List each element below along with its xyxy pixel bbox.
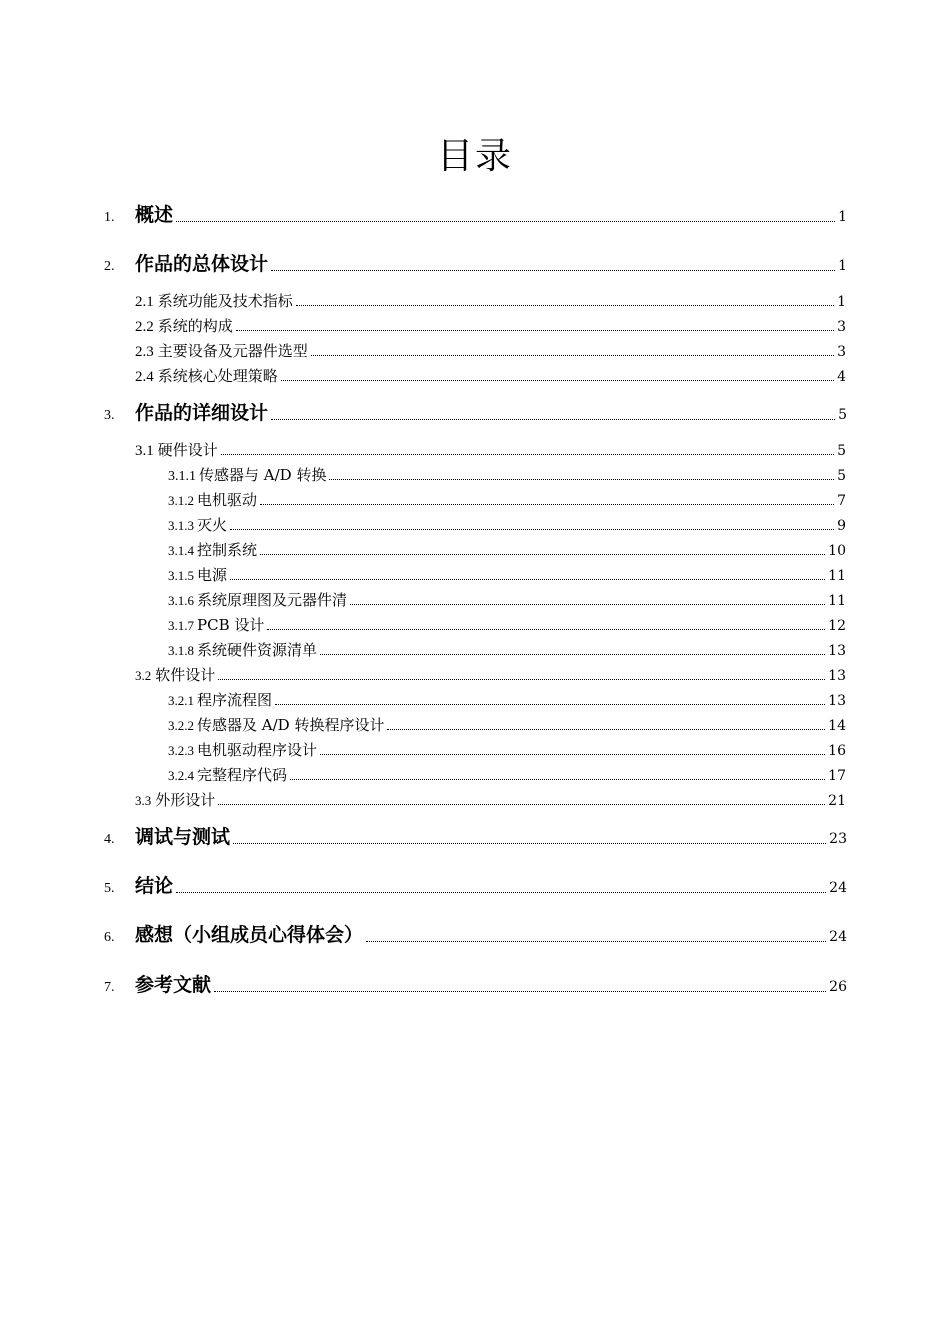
- toc-entry-3-1-6[interactable]: [168, 589, 846, 610]
- toc-entry-title: 系统功能及技术指标: [157, 292, 293, 310]
- toc-entry-title: 系统的构成: [157, 317, 233, 335]
- toc-entry-number: 3.1.7: [168, 618, 194, 633]
- dot-leader: [236, 329, 834, 331]
- toc-entry-number: 3.2.2: [168, 718, 194, 733]
- dot-leader: [296, 304, 834, 306]
- toc-entry-title: 控制系统: [197, 541, 258, 559]
- toc-entry-3-1-5[interactable]: [168, 564, 846, 585]
- toc-entry-3-2-3[interactable]: [168, 739, 846, 760]
- toc-entry-title: 感想（小组成员心得体会）: [135, 924, 364, 946]
- toc-entry-3-1-4[interactable]: [168, 539, 846, 560]
- toc-page-number: 21: [828, 793, 846, 809]
- toc-entry-number: 3.1.2: [168, 493, 194, 508]
- dot-leader: [218, 678, 825, 680]
- toc-page-number: 11: [828, 593, 846, 609]
- toc-entry-3-1-3[interactable]: [168, 514, 846, 535]
- toc-entry-title: 作品的详细设计: [135, 402, 269, 424]
- toc-entry-3-1-1[interactable]: [168, 464, 846, 485]
- dot-leader: [260, 553, 825, 555]
- toc-entry-number: 3.1: [135, 443, 154, 459]
- toc-entry-title: 程序流程图: [197, 691, 273, 709]
- toc-entry-number: 3.2.3: [168, 743, 194, 758]
- dot-leader: [366, 940, 826, 942]
- toc-page-number: 5: [837, 468, 846, 484]
- toc-entry-title: 主要设备及元器件选型: [157, 342, 308, 360]
- toc-entry-number: 3.1.8: [168, 643, 194, 658]
- toc-page-number: 7: [837, 493, 846, 509]
- toc-entry-number: 3.2: [135, 668, 152, 683]
- toc-page-number: 10: [828, 543, 846, 559]
- toc-page-number: 26: [829, 979, 847, 995]
- toc-entry-number: 3.1.1: [168, 469, 196, 484]
- toc-entry-number: 3.: [104, 408, 115, 423]
- toc-entry-number: 5.: [104, 881, 115, 896]
- toc-entry-title: 灭火: [197, 516, 228, 534]
- toc-entry-title: 概述: [135, 204, 174, 226]
- toc-page-number: 24: [829, 929, 847, 945]
- toc-entry-number: 2.3: [135, 344, 154, 360]
- toc-entry-2-4[interactable]: [135, 365, 846, 386]
- toc-entry-number: 3.3: [135, 793, 152, 808]
- toc-entry-number: 3.1.5: [168, 568, 194, 583]
- dot-leader: [320, 753, 825, 755]
- toc-entry-title: 结论: [135, 875, 174, 897]
- page-title: 目录: [436, 136, 513, 177]
- toc-page-number: 3: [837, 319, 846, 335]
- toc-page-number: 4: [837, 369, 846, 385]
- toc-entry-3-1[interactable]: [135, 439, 846, 460]
- toc-entry-title: 系统核心处理策略: [157, 367, 278, 385]
- toc-entry-title: 系统硬件资源清单: [197, 641, 318, 659]
- toc-entry-3-2[interactable]: [135, 664, 846, 685]
- dot-leader: [230, 578, 825, 580]
- toc-page-number: 13: [828, 643, 846, 659]
- toc-entry-2-3[interactable]: [135, 340, 846, 361]
- toc-entry-title: 作品的总体设计: [135, 253, 269, 275]
- toc-entry-2-2[interactable]: [135, 315, 846, 336]
- dot-leader: [329, 478, 834, 480]
- toc-page-number: 23: [829, 831, 847, 847]
- toc-entry-title: 硬件设计: [157, 441, 218, 459]
- toc-entry-number: 1.: [104, 210, 115, 225]
- toc-entry-title: 外形设计: [155, 791, 216, 809]
- dot-leader: [230, 528, 834, 530]
- toc-page-number: 5: [838, 407, 847, 423]
- dot-leader: [281, 379, 834, 381]
- toc-entry-7[interactable]: [104, 970, 847, 997]
- toc-entry-title: 参考文献: [135, 974, 212, 996]
- toc-entry-5[interactable]: [104, 871, 847, 898]
- dot-leader: [350, 603, 825, 605]
- dot-leader: [218, 803, 825, 805]
- toc-entry-number: 4.: [104, 832, 115, 847]
- toc-entry-title: 电机驱动: [197, 491, 258, 509]
- toc-entry-3-3[interactable]: [135, 789, 846, 810]
- toc-entry-title: 传感器与 A/D 转换: [199, 466, 327, 484]
- toc-entry-number: 2.1: [135, 294, 154, 310]
- toc-page-number: 11: [828, 568, 846, 584]
- toc-entry-title: 传感器及 A/D 转换程序设计: [197, 716, 385, 734]
- toc-page-number: 5: [837, 443, 846, 459]
- toc-entry-title: PCB 设计: [197, 616, 265, 634]
- toc-entry-number: 7.: [104, 980, 115, 995]
- toc-entry-number: 2.: [104, 259, 115, 274]
- toc-entry-title: 电源: [197, 566, 228, 584]
- toc-entry-1[interactable]: [104, 200, 847, 227]
- dot-leader: [233, 842, 826, 844]
- dot-leader: [290, 778, 825, 780]
- toc-page-number: 12: [828, 618, 846, 634]
- dot-leader: [271, 418, 835, 420]
- toc-entry-number: 3.2.1: [168, 693, 194, 708]
- toc-entry-title: 完整程序代码: [197, 766, 288, 784]
- dot-leader: [275, 703, 825, 705]
- dot-leader: [176, 220, 835, 222]
- toc-entry-title: 软件设计: [155, 666, 216, 684]
- dot-leader: [176, 891, 826, 893]
- toc-entry-title: 调试与测试: [135, 826, 231, 848]
- toc-entry-3-2-4[interactable]: [168, 764, 846, 785]
- dot-leader: [271, 269, 835, 271]
- toc-entry-number: 3.1.3: [168, 518, 194, 533]
- dot-leader: [267, 628, 825, 630]
- toc-entry-3-1-2[interactable]: [168, 489, 846, 510]
- toc-entry-number: 6.: [104, 930, 115, 945]
- toc-page-number: 1: [837, 294, 846, 310]
- toc-entry-number: 3.1.6: [168, 593, 194, 608]
- toc-entry-3-2-1[interactable]: [168, 689, 846, 710]
- toc-page-number: 9: [837, 518, 846, 534]
- dot-leader: [221, 453, 834, 455]
- toc-entry-3-2-2[interactable]: [168, 714, 846, 735]
- dot-leader: [320, 653, 825, 655]
- toc-page-number: 17: [828, 768, 846, 784]
- toc-entry-title: 电机驱动程序设计: [197, 741, 318, 759]
- dot-leader: [260, 503, 834, 505]
- toc-entry-number: 3.2.4: [168, 768, 194, 783]
- toc-entry-2-1[interactable]: [135, 290, 846, 311]
- toc-page-number: 1: [838, 209, 847, 225]
- toc-entry-6[interactable]: [104, 920, 847, 947]
- toc-page-number: 14: [828, 718, 846, 734]
- toc-entry-number: 2.4: [135, 369, 154, 385]
- toc-page-number: 24: [829, 880, 847, 896]
- toc-page-number: 13: [828, 693, 846, 709]
- dot-leader: [387, 728, 825, 730]
- dot-leader: [311, 354, 834, 356]
- toc-entry-number: 3.1.4: [168, 543, 194, 558]
- toc-entry-4[interactable]: [104, 822, 847, 849]
- dot-leader: [214, 990, 826, 992]
- toc-page-number: 1: [838, 258, 847, 274]
- toc-entry-2[interactable]: [104, 249, 847, 276]
- toc-page-number: 16: [828, 743, 846, 759]
- toc-page-number: 3: [837, 344, 846, 360]
- toc-entry-title: 系统原理图及元器件清: [197, 591, 348, 609]
- toc-entry-3[interactable]: [104, 398, 847, 425]
- toc-entry-3-1-8[interactable]: [168, 639, 846, 660]
- toc-entry-3-1-7[interactable]: [168, 614, 846, 635]
- toc-entry-number: 2.2: [135, 319, 154, 335]
- toc-page-number: 13: [828, 668, 846, 684]
